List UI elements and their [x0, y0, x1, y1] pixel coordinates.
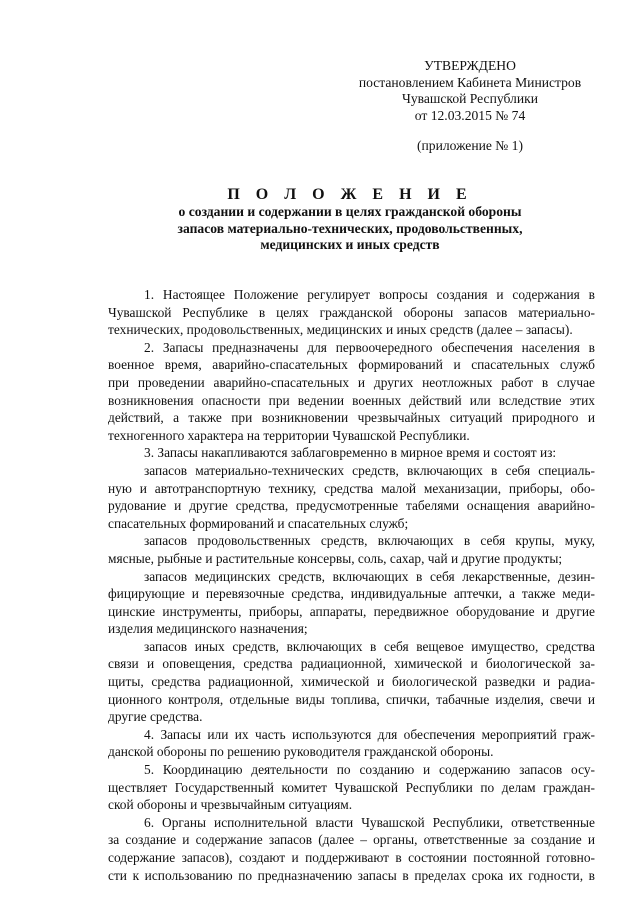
- body-line: 5. Координацию деятельности по созданию и содержанию запасов осу-: [144, 762, 595, 778]
- body-line: запасов медицинских средств, включающих в себя лекарственные, дезин-: [144, 568, 595, 584]
- body-line: 1. Настоящее Положение регулирует вопросы создания и содержания в: [144, 287, 595, 302]
- body-line: ской обороны и чрезвычайным ситуациям.: [108, 797, 353, 813]
- body-line: техногенного характера на территории Чувашской Республики.: [108, 427, 470, 443]
- body-line: изделия медицинского назначения;: [108, 621, 308, 637]
- document-body: [108, 286, 595, 884]
- title-sub-line-1: о создании и содержании в целях гражданской обороны: [178, 204, 522, 219]
- body-line: 2. Запасы предназначены для первоочередного обеспечения населения в: [144, 339, 595, 355]
- body-line: рудование и другие средства, предусмотренные табелями оснащения аварийно-: [108, 498, 595, 514]
- body-line: ществляет Государственный комитет Чувашской Республики по делам граждан-: [108, 779, 595, 795]
- title-sub-line-3: медицинских и иных средств: [260, 237, 440, 252]
- body-line: за создание и содержание запасов (далее – органы, ответственные за создание и: [108, 832, 595, 848]
- body-line: запасов продовольственных средств, включающих в себя крупы, муку,: [144, 533, 595, 549]
- body-line: связи и оповещения, средства радиационной, химической и биологической за-: [108, 656, 595, 672]
- body-line: при проведении аварийно-спасательных и других неотложных работ в случае: [108, 374, 595, 390]
- body-line: ную и автотранспортную технику, средства малой механизации, приборы, обо-: [108, 480, 595, 496]
- body-line: 6. Органы исполнительной власти Чувашской Республики, ответственные: [144, 814, 595, 830]
- body-line: сти к использованию по предназначению запасы в пределах срока их годности, в: [108, 867, 595, 883]
- approval-stamp: [340, 58, 600, 155]
- title-main: П О Л О Ж Е Н И Е: [227, 186, 473, 203]
- approval-line-1: постановлением Кабинета Министров: [358, 74, 582, 90]
- document-title: [100, 186, 600, 254]
- body-line: действий, а также при возникновении чрезвычайных ситуаций природного и: [108, 410, 595, 426]
- body-line: фицирующие и перевязочные средства, индивидуальные аптечки, а также меди-: [108, 586, 595, 602]
- approval-line-2: Чувашской Республики: [402, 91, 538, 106]
- title-sub-line-2: запасов материально-технических, продовольственных,: [177, 220, 523, 236]
- body-line: возникновения опасности при ведении военных действий или вследствие этих: [108, 392, 595, 408]
- body-line: военное время, аварийно-спасательных формирований и спасательных служб: [108, 357, 595, 373]
- body-line: содержание запасов), создают и поддерживают в состоянии постоянной готовно-: [108, 850, 595, 865]
- appendix-label: (приложение № 1): [416, 138, 524, 153]
- body-line: спасательных формирований и спасательных служб;: [108, 515, 409, 531]
- body-line: Чувашской Республике в целях гражданской обороны запасов материально-: [108, 304, 595, 320]
- approval-line-3: от 12.03.2015 № 74: [414, 107, 526, 123]
- approval-heading: УТВЕРЖДЕНО: [424, 58, 516, 73]
- body-line: ционного контроля, отдельные виды топлива, спички, табачные изделия, свечи и: [108, 691, 595, 707]
- body-line: технических, продовольственных, медицинских и иных средств (далее – запасы).: [108, 322, 573, 338]
- body-line: запасов иных средств, включающих в себя вещевое имущество, средства: [144, 638, 595, 654]
- body-line: 4. Запасы или их часть используются для обеспечения мероприятий граж-: [144, 726, 595, 742]
- body-line: щиты, средства радиационной, химической и биологической разведки и радиа-: [108, 674, 595, 690]
- body-line: запасов материально-технических средств, включающих в себя специаль-: [144, 462, 595, 478]
- body-line: 3. Запасы накапливаются заблаговременно в мирное время и состоят из:: [144, 445, 557, 461]
- body-line: мясные, рыбные и растительные консервы, соль, сахар, чай и другие продукты;: [108, 550, 563, 566]
- body-line: другие средства.: [108, 709, 203, 725]
- body-line: данской обороны по решению руководителя гражданской обороны.: [108, 744, 494, 760]
- body-line: цинские инструменты, приборы, аппараты, передвижное оборудование и другие: [108, 603, 595, 619]
